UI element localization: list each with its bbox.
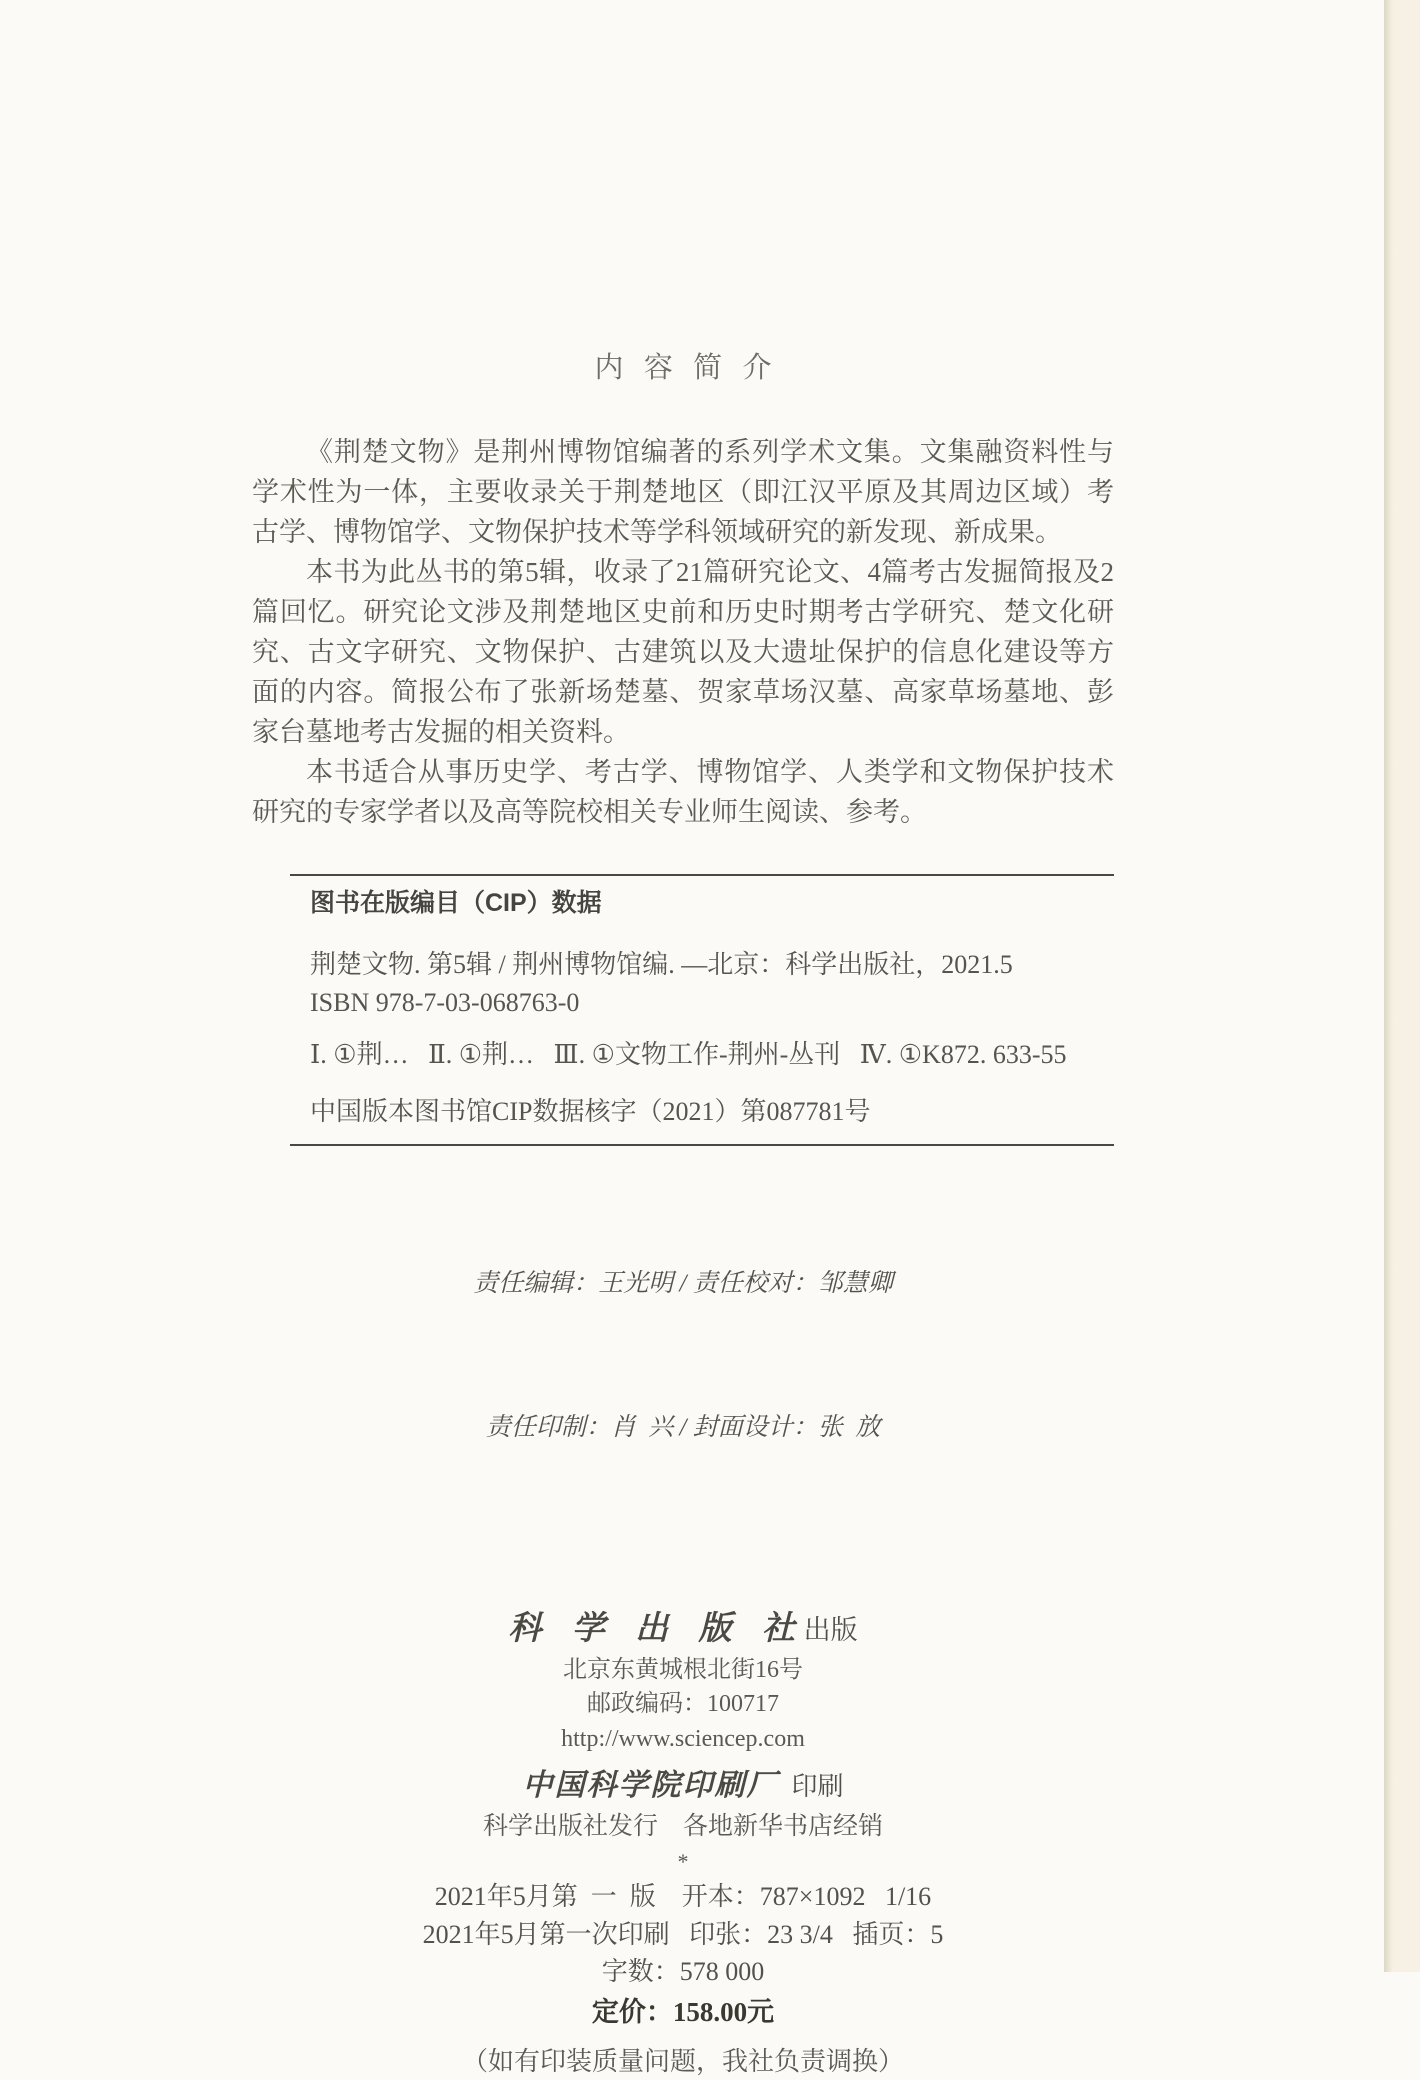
printer-name-calligraphy: 中国科学院印刷厂 bbox=[522, 1769, 779, 1802]
publisher-postcode: 邮政编码：100717 bbox=[587, 1691, 779, 1717]
publisher-address: 北京东黄城根北街16号 bbox=[563, 1657, 803, 1683]
cip-record-number-line: 中国版本图书馆CIP数据核字（2021）第087781号 bbox=[310, 1097, 871, 1126]
word-count-line: 字数：578 000 bbox=[601, 1957, 765, 1986]
staff-credits-block bbox=[252, 1164, 1114, 1548]
colophon-block bbox=[252, 1606, 1114, 2080]
publisher-line bbox=[252, 1606, 1114, 1653]
asterisk-divider: * bbox=[677, 1849, 689, 1874]
cip-isbn-line: ISBN 978-7-03-068763-0 bbox=[310, 988, 580, 1017]
intro-paragraph-1: 《荆楚文物》是荆州博物馆编著的系列学术文集。文集融资料性与学术性为一体，主要收录关于荆楚地区（即江汉平原及其周边区域）考古学、博物馆学、文物保护技术等学科领域研究的新发现、新成果。 bbox=[252, 437, 1114, 547]
cip-heading: 图书在版编目（CIP）数据 bbox=[310, 889, 602, 917]
cip-data-box bbox=[290, 874, 1114, 1146]
publisher-role-label: 出版 bbox=[796, 1615, 858, 1645]
edition-info-line: 2021年5月第 一 版 开本：787×1092 1/16 bbox=[434, 1882, 932, 1911]
cip-title-line: 荆楚文物. 第5辑 / 荆州博物馆编. —北京：科学出版社，2021.5 bbox=[310, 950, 1013, 979]
printer-role-label: 印刷 bbox=[778, 1772, 844, 1801]
distribution-line: 科学出版社发行 各地新华书店经销 bbox=[482, 1813, 883, 1840]
quality-notice-line: （如有印装质量问题，我社负责调换） bbox=[461, 2047, 904, 2076]
content-column bbox=[252, 348, 1114, 2080]
publisher-name-calligraphy: 科 学 出 版 社 bbox=[508, 1611, 797, 1647]
cip-classification-line: Ⅰ. ①荆… Ⅱ. ①荆… Ⅲ. ①文物工作-荆州-丛刊 Ⅳ. ①K872. 633-55 bbox=[310, 1040, 1067, 1069]
printer-line bbox=[252, 1765, 1114, 1808]
staff-editors-line: 责任编辑：王光明 / 责任校对：邹慧卿 bbox=[473, 1270, 893, 1297]
price-line: 定价：158.00元 bbox=[591, 1997, 775, 2027]
intro-paragraph-3: 本书适合从事历史学、考古学、博物馆学、人类学和文物保护技术研究的专家学者以及高等院校相关专业师生阅读、参考。 bbox=[252, 757, 1114, 827]
intro-paragraph-2: 本书为此丛书的第5辑，收录了21篇研究论文、4篇考古发掘简报及2篇回忆。研究论文涉及荆楚地区史前和历史时期考古学研究、楚文化研究、古文字研究、文物保护、古建筑以及大遗址保护的信息化建设等方面的内容。简报公布了张新场楚墓、贺家草场汉墓、高家草场墓地、彭家台墓地考古发掘的相关资料。 bbox=[252, 557, 1114, 747]
staff-printing-line: 责任印制：肖 兴 / 封面设计：张 放 bbox=[485, 1414, 881, 1441]
publisher-website: http://www.sciencep.com bbox=[561, 1726, 805, 1752]
printing-info-line: 2021年5月第一次印刷 印张：23 3/4 插页：5 bbox=[422, 1920, 944, 1949]
intro-title: 内 容 简 介 bbox=[594, 352, 772, 384]
book-page-edge bbox=[1384, 0, 1420, 1972]
